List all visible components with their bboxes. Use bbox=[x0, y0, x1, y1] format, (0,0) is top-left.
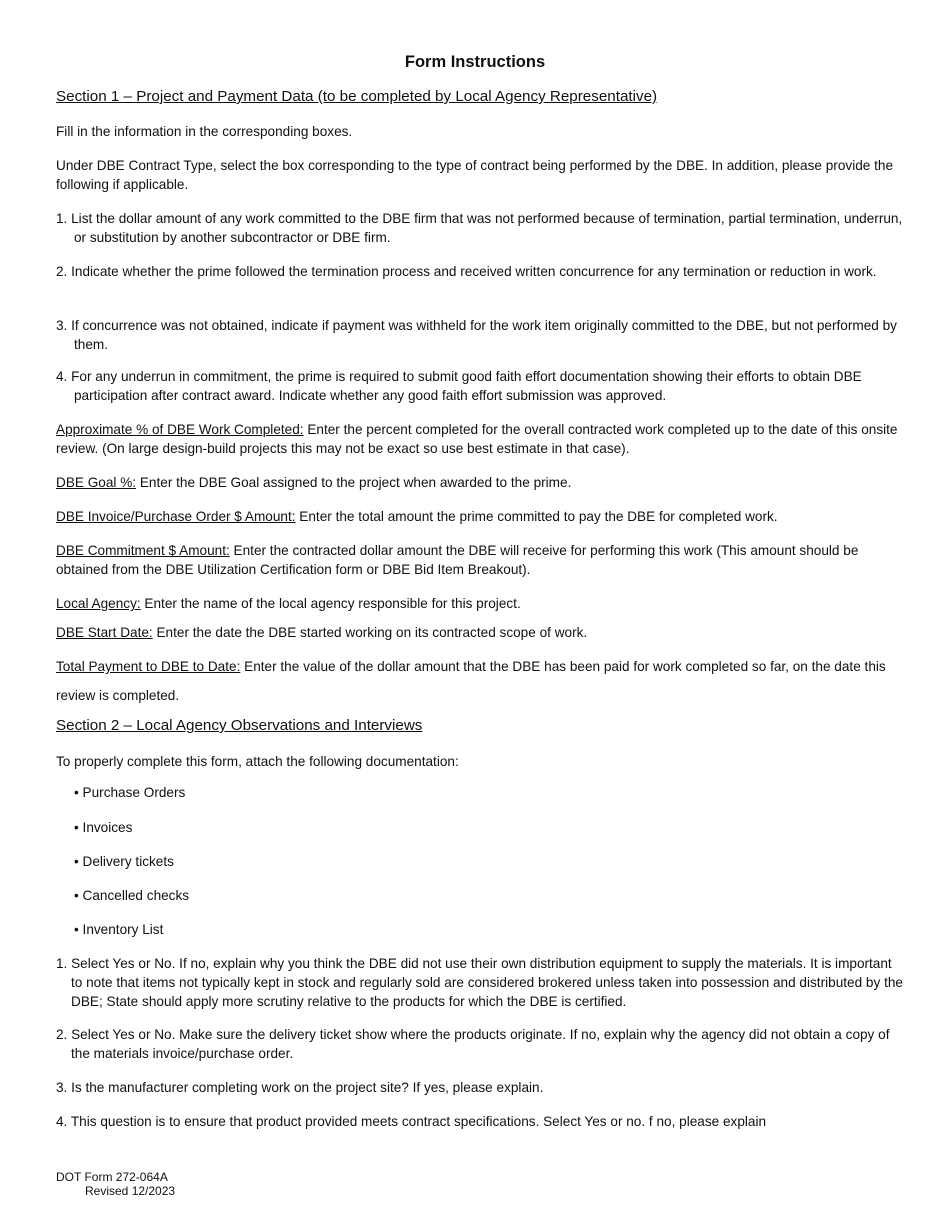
field-description: Enter the date the DBE started working on its contracted scope of work. bbox=[152, 625, 588, 640]
field-label: DBE Invoice/Purchase Order $ Amount: bbox=[56, 509, 296, 524]
section-2-item-4: 4. This question is to ensure that product provided meets contract specifications. Select Yes or no. f no, please explain bbox=[56, 1114, 767, 1129]
field-label: Total Payment to DBE to Date: bbox=[56, 659, 241, 674]
field-label: DBE Start Date: bbox=[56, 625, 153, 640]
section-2-item-2: 2. Select Yes or No. Make sure the delivery ticket show where the products originate. If no, explain why the agency did not obtain a copy of the materials invoice/purchase order. bbox=[56, 1027, 890, 1061]
list-item: • Inventory List bbox=[74, 922, 164, 937]
field-label: DBE Commitment $ Amount: bbox=[56, 543, 230, 558]
section-1-item-2: 2. Indicate whether the prime followed the termination process and received written concurrence for any termination or reduction in work. bbox=[56, 264, 877, 279]
field-dbe-goal bbox=[56, 473, 906, 492]
field-description: Enter the total amount the prime committed to pay the DBE for completed work. bbox=[295, 509, 778, 524]
section-1-heading: Section 1 – Project and Payment Data (to be completed by Local Agency Representative) bbox=[56, 88, 658, 105]
field-description: Enter the value of the dollar amount that the DBE has been paid for work completed so far, on the date this review is completed. bbox=[56, 659, 886, 703]
field-local-agency bbox=[56, 594, 906, 613]
field-total-payment bbox=[56, 652, 906, 710]
form-footer bbox=[56, 1170, 175, 1198]
list-item: • Cancelled checks bbox=[74, 888, 190, 903]
section-1-intro: Fill in the information in the corresponding boxes. bbox=[56, 124, 353, 139]
section-2-item-3: 3. Is the manufacturer completing work on the project site? If yes, please explain. bbox=[56, 1080, 544, 1095]
section-1-item-4: 4. For any underrun in commitment, the prime is required to submit good faith effort documentation showing their efforts to obtain DBE participation after contract award. Indicate whether any good faith effort submission was approved. bbox=[56, 369, 862, 403]
field-label: Approximate % of DBE Work Completed: bbox=[56, 422, 304, 437]
list-item: • Invoices bbox=[74, 820, 133, 835]
section-2-heading: Section 2 – Local Agency Observations and Interviews bbox=[56, 717, 423, 734]
section-1-item-3: 3. If concurrence was not obtained, indicate if payment was withheld for the work item originally committed to the DBE, but not performed by them. bbox=[56, 318, 897, 352]
section-1-contract-type-note: Under DBE Contract Type, select the box corresponding to the type of contract being performed by the DBE. In addition, please provide the following if applicable. bbox=[56, 158, 894, 192]
section-2-item-1: 1. Select Yes or No. If no, explain why you think the DBE did not use their own distribution equipment to supply the materials. It is important to note that items not typically kept in stock and regularly sold are considered brokered unless taken into possession and distributed by the DBE; State should apply more scrutiny relative to the products for which the DBE is certified. bbox=[56, 956, 903, 1009]
list-item: • Delivery tickets bbox=[74, 854, 174, 869]
field-description: Enter the DBE Goal assigned to the project when awarded to the prime. bbox=[136, 475, 572, 490]
form-number: DOT Form 272-064A bbox=[56, 1170, 168, 1184]
field-dbe-commitment-amount bbox=[56, 541, 906, 579]
revision-date: Revised 12/2023 bbox=[85, 1184, 176, 1198]
field-description: Enter the percent completed for the overall contracted work completed up to the date of this onsite review. (On large design-build projects this may not be exact so use best estimate in that case). bbox=[56, 422, 898, 456]
field-label: Local Agency: bbox=[56, 596, 141, 611]
field-approx-work-completed bbox=[56, 420, 906, 458]
section-2-intro: To properly complete this form, attach the following documentation: bbox=[56, 754, 459, 769]
section-1-item-1: 1. List the dollar amount of any work committed to the DBE firm that was not performed because of termination, partial termination, underrun, or substitution by another subcontractor or DBE firm. bbox=[56, 211, 903, 245]
field-dbe-start-date bbox=[56, 623, 906, 642]
list-item: • Purchase Orders bbox=[74, 785, 186, 800]
field-label: DBE Goal %: bbox=[56, 475, 137, 490]
field-description: Enter the contracted dollar amount the DBE will receive for performing this work (This amount should be obtained from the DBE Utilization Certification form or DBE Bid Item Breakout). bbox=[56, 543, 859, 577]
field-dbe-invoice-amount bbox=[56, 507, 906, 526]
page-title: Form Instructions bbox=[404, 53, 546, 71]
field-description: Enter the name of the local agency responsible for this project. bbox=[140, 596, 521, 611]
